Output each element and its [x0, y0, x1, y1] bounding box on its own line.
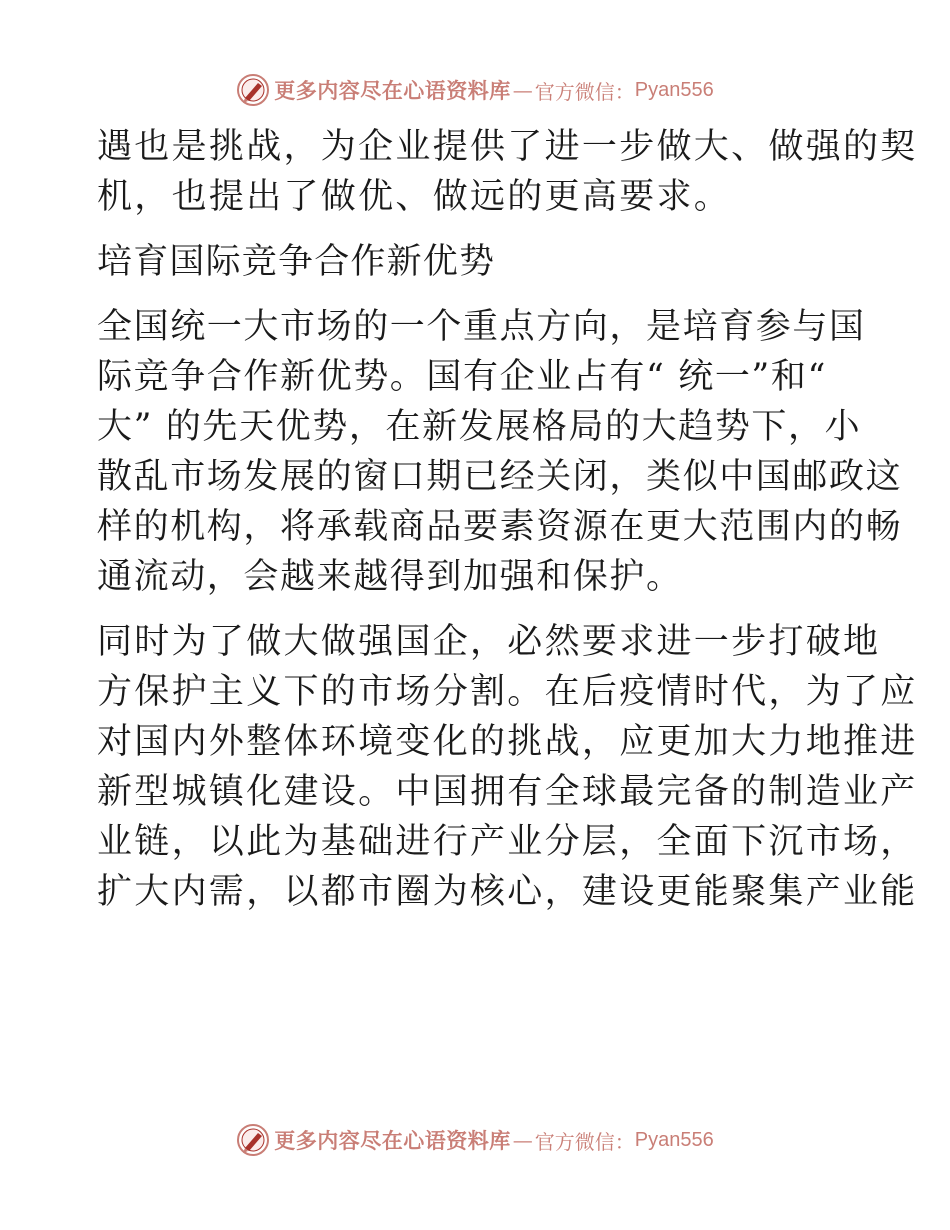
watermark-banner-top	[0, 70, 950, 110]
watermark-brand: 更多内容尽在心语资料库	[274, 78, 511, 103]
paragraph-line: 机，也提出了做优、做远的更高要求。	[97, 177, 732, 217]
paragraph-1	[97, 122, 918, 222]
pen-logo-icon	[236, 73, 270, 107]
paragraph-2	[97, 302, 903, 602]
document-body	[97, 122, 918, 917]
pen-logo-icon	[236, 1123, 270, 1157]
paragraph-line: 全国统一大市场的一个重点方向，是培育参与国	[97, 307, 866, 347]
paragraph-line: 同时为了做大做强国企，必然要求进一步打破地	[97, 622, 881, 662]
watermark-brand: 更多内容尽在心语资料库	[274, 1128, 511, 1153]
watermark-official-label: 官方微信：	[534, 1129, 635, 1154]
watermark-wechat-id: Pyan556	[634, 78, 714, 101]
paragraph-line: 业链，以此为基础进行产业分层，全面下沉市场，	[97, 822, 918, 862]
watermark-separator: —	[512, 78, 533, 102]
paragraph-line: 对国内外整体环境变化的挑战，应更加大力地推进	[97, 722, 918, 762]
paragraph-line: 遇也是挑战，为企业提供了进一步做大、做强的契	[97, 127, 918, 167]
paragraph-line: 际竞争合作新优势。国有企业占有“ 统一”和“	[97, 357, 828, 397]
paragraph-line: 新型城镇化建设。中国拥有全球最完备的制造业产	[97, 772, 918, 812]
section-heading-text: 培育国际竞争合作新优势	[97, 242, 496, 282]
section-heading	[97, 237, 857, 287]
paragraph-line: 扩大内需，以都市圈为核心，建设更能聚集产业能	[97, 872, 918, 912]
paragraph-line: 散乱市场发展的窗口期已经关闭，类似中国邮政这	[97, 457, 903, 497]
watermark-wechat-id: Pyan556	[634, 1128, 714, 1151]
paragraph-line: 方保护主义下的市场分割。在后疫情时代，为了应	[97, 672, 918, 712]
watermark-separator: —	[512, 1128, 533, 1152]
paragraph-line: 通流动，会越来越得到加强和保护。	[97, 557, 683, 597]
paragraph-line: 大” 的先天优势，在新发展格局的大趋势下，小	[97, 407, 862, 447]
paragraph-3	[97, 617, 918, 917]
watermark-official-label: 官方微信：	[534, 79, 635, 104]
watermark-banner-bottom	[0, 1120, 950, 1160]
paragraph-line: 样的机构，将承载商品要素资源在更大范围内的畅	[97, 507, 903, 547]
